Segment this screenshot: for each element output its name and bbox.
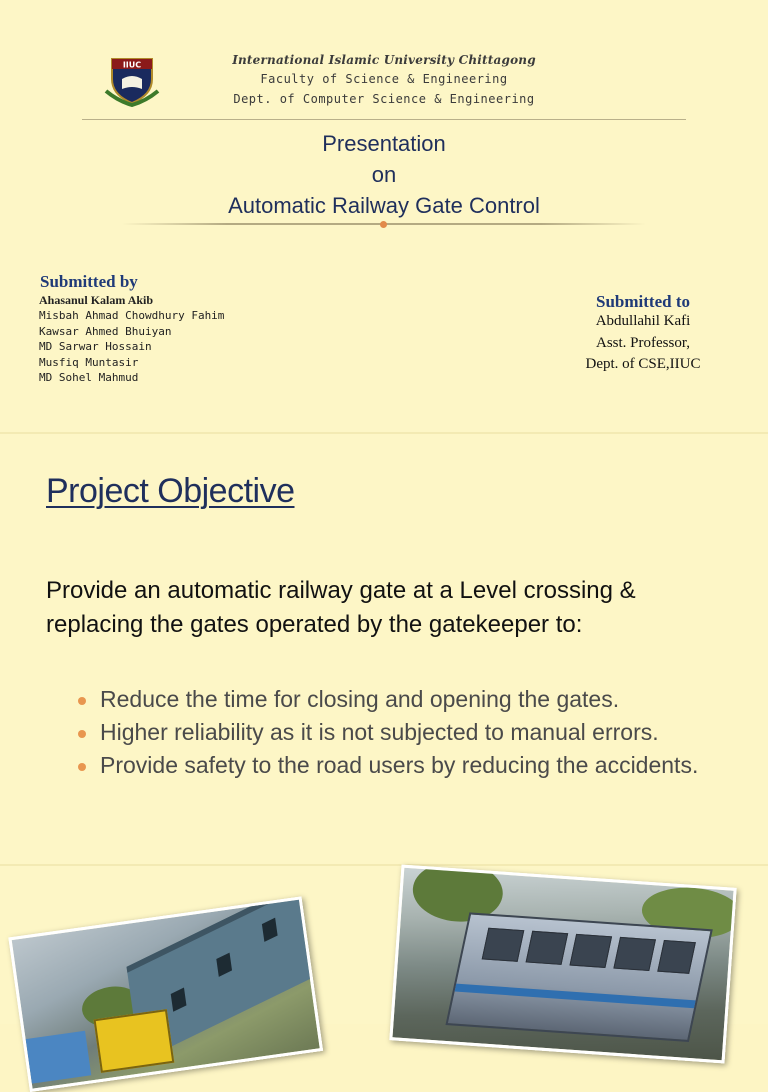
bullet-dot-icon (78, 763, 86, 771)
train-window (216, 953, 232, 977)
header-divider (82, 119, 686, 120)
bullet-item (78, 750, 738, 781)
bullet-item (78, 684, 738, 715)
train-window (171, 988, 187, 1012)
svg-text:IIUC: IIUC (122, 60, 142, 70)
presentation-on: on (371, 162, 397, 187)
bullet-text: Provide safety to the road users by reducing the accidents. (100, 752, 699, 778)
photo-slide (0, 866, 768, 1024)
bus-accident-photo (389, 864, 736, 1063)
title-slide (0, 0, 768, 432)
bullet-text: Higher reliability as it is not subjected to manual errors. (100, 719, 659, 745)
objective-bullets (78, 684, 738, 783)
department-name: Dept. of Computer Science & Engineering (233, 92, 535, 106)
presentation-label: Presentation (322, 131, 446, 156)
member-name: MD Sarwar Hossain (39, 340, 152, 354)
supervisor-name: Abdullahil Kafi (595, 313, 691, 329)
bus-shape (445, 912, 712, 1042)
container-shape (26, 1031, 92, 1084)
submitted-to-heading: Submitted to (596, 292, 690, 311)
objective-slide (0, 434, 768, 864)
faculty-name: Faculty of Science & Engineering (260, 72, 508, 86)
presentation-title: Automatic Railway Gate Control (228, 193, 540, 218)
bus-window (526, 931, 569, 965)
bus-stripe (455, 984, 696, 1009)
bus-window (657, 940, 696, 974)
member-name: Ahasanul Kalam Akib (39, 293, 154, 307)
member-name: Misbah Ahmad Chowdhury Fahim (39, 309, 225, 323)
member-name: Musfiq Muntasir (39, 355, 139, 369)
train-accident-photo (8, 896, 323, 1092)
submitted-by-heading: Submitted by (40, 272, 138, 291)
university-name: International Islamic University Chittagong (232, 53, 536, 67)
member-name: MD Sohel Mahmud (39, 371, 139, 385)
train-window (262, 918, 278, 942)
bus-window (482, 928, 525, 962)
bus-window (569, 934, 612, 968)
member-name: Kawsar Ahmed Bhuiyan (39, 324, 172, 338)
bullet-item (78, 717, 738, 748)
bus-window (613, 937, 656, 971)
objective-title: Project Objective (46, 472, 295, 510)
objective-intro: Provide an automatic railway gate at a Level crossing & replacing the gates operated by the gatekeeper to: (46, 577, 636, 638)
member-list (39, 293, 224, 385)
supervisor-dept: Dept. of CSE,IIUC (585, 356, 701, 372)
supervisor-title: Asst. Professor, (596, 335, 690, 351)
truck-shape (94, 1009, 175, 1073)
divider-dot (380, 221, 387, 228)
bullet-dot-icon (78, 730, 86, 738)
bullet-text: Reduce the time for closing and opening the gates. (100, 686, 620, 712)
bullet-dot-icon (78, 697, 86, 705)
